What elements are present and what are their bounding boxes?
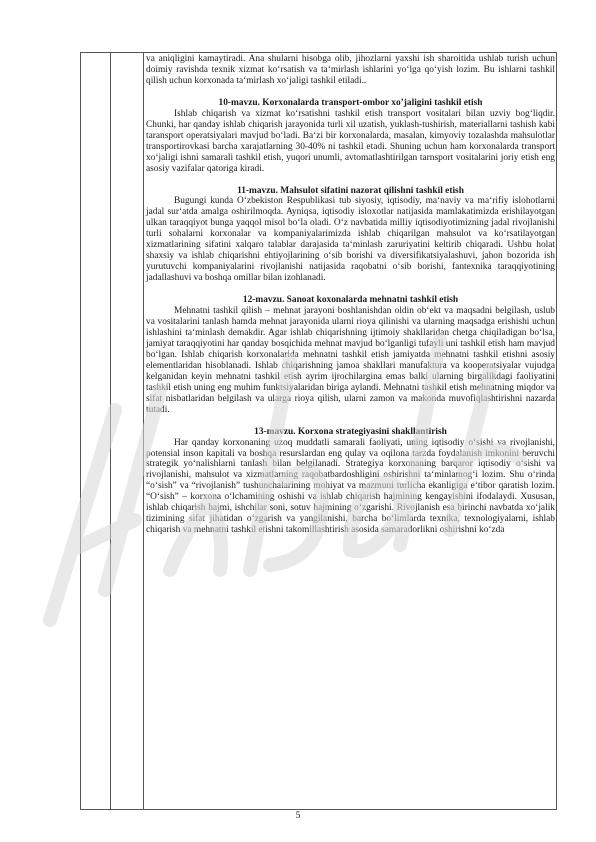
table-content-cell	[146, 54, 555, 536]
section-heading-11: 11-mavzu. Mahsulot sifatini nazorat qilishni tashkil etish	[237, 185, 464, 196]
intro-paragraph: va aniqligini kamaytiradi. Ana shularni hisobga olib, jihozlarni yaxshi ish sharoitida ushlab turish uchun doimiy ravishda texnik xizmat ko‘rsatish va ta‘mirlash ishlarini yo‘lga qo‘yish lozim. Bu ishlarni tashkil qilish uchun korxonada ta‘mirlash xo‘jaligi tashkil etiladi..	[146, 54, 555, 86]
table-column-number	[81, 53, 111, 809]
section-heading-10: 10-mavzu. Korxonalarda transport-ombor xo’jaligini tashkil etish	[218, 97, 483, 108]
page-number: 5	[295, 811, 301, 821]
section-heading-12: 12-mavzu. Sanoat koxonalarda mehnatni tashkil etish	[242, 295, 459, 306]
section-body-11: Bugungi kunda O‘zbekiston Respublikasi tub siyosiy, iqtisodiy, ma‘naviy va ma‘rifiy islohotlarni jadal sur‘atda amalga oshirilmoqda. Ayniqsa, iqtisodiy isloxotlar natijasida mamlakatimizda erishilayotgan ulkan taraqqiyot bunga yaqqol misol bo‘la oladi. O‘z navbatida milliy iqtisodiyotimizning jadal rivojlanishi turli sohalarni korxonalar va kompaniyalarimizda ishlab chiqarilgan mahsulot va ko‘rsatilayotgan xizmatlarining sifatini xalqaro talablar darajasida ta‘minlash zaruriyatini keltirib chiqaradi. Ushbu holat shaxsiy va ishlab chiqarishni ehtiyojlarining o‘sib borishi va diversifikatsiyalashuvi, jahon bozorida ish yurutuvchi kompaniyalarini rivojlanishi natijasida raqobatni o‘sib borishi, fantexnika taraqqiyotining jadallashuvi va boshqa omillar bilan izohlanadi.	[146, 196, 555, 284]
document-table	[80, 52, 557, 810]
section-heading-13: 13-mavzu. Korxona strategiyasini shakllantirish	[254, 426, 447, 437]
section-body-13: Har qanday korxonaning uzoq muddatli samarali faoliyati, uning iqtisodiy o‘sishi va rivojlanishi, potensial inson kapitali va boshqa resurslardan eng qulay va oqilona tarzda foydalanish imkonini beruvchi strategik yo‘nalishlarni tanlash bilan belgilanadi. Strategiya korxonaning barqaror iqtisodiy o‘sishi va rivojlanishi, mahsulot va xizmatlarning raqobatbardoshligini oshirishni ta‘minlamog‘i lozim. Shu o‘rinda “o‘sish” va “rivojlanish” tushunchalarining mohiyat va mazmuni turlicha ekanligiga e‘tibor qaratish lozim. “O‘sish” – korxona o‘lchamining oshishi va ishlab chiqarish hajmining kengayishini ifodalaydi. Xususan, ishlab chiqarish hajmi, ishchilar soni, sotuv hajmining o‘zgarishi. Rivojlanish esa birinchi navbatda xo‘jalik tizimining sifat jihatidan o‘zgarish va yangilanishi, barcha bo‘limlarda texnika, texnologiyalarni, ishlab chiqarish va mehnatni tashkil etishni takomillashtirish asosida samaradorlikni oshirishni ko‘zda	[146, 437, 555, 536]
section-body-12: Mehnatni tashkil qilish – mehnat jarayoni boshlanishdan oldin ob‘ekt va maqsadni belgilash, uslub va vositalarini tanlash hamda mehnat jarayonida ularni rioya qilinishi va ularning maqsadga erishishi uchun ishlashini ta‘minlash demakdir. Agar ishlab chiqarishning ijtimoiy shakllaridan chetga chiqiladigan bo‘lsa, jamiyat taraqqiyotini har qanday bosqichida mehnat mavjud bo‘lganligi tufayli uni tashkil etish ham mavjud bo‘lgan. Ishlab chiqarish korxonalarida mehnatni tashkil etish jamiyatda mehnatni tashkil etishni asosiy elementlaridan hisoblanadi. Ishlab chiqarishning jamoa shakllari manufaktura va kooperatsiyalar vujudga kelganidan keyin mehnatni tashkil etish ayrim ijrochilargina emas balki ularning birgalikdagi faoliyatini tashkil etish uning eng muhim funktsiyalaridan biriga aylandi. Mehnatni tashkil etish mehnatning miqdor va sifat nisbatlaridan belgilash va ularga rioya qilish, ularni zamon va makonda muvofiqlashtirishni nazarda tutadi.	[146, 306, 555, 415]
table-column-hours	[111, 53, 144, 809]
section-body-10: Ishlab chiqarish va xizmat ko‘rsatishni tashkil etish transport vositalari bilan uzviy bog‘liqdir. Chunki, har qanday ishlab chiqarish jarayonida turli xil uzatish, yuklash-tushirish, materiallarni tashish kabi taransport operatsiyalari mavjud bo‘ladi. Ba‘zi bir korxonalarda, masalan, kimyoviy tozalashda mahsulotlar transportirovkasi barcha xarajatlarning 30-40% ni tashkil etadi. Shuning uchun ham korxonalarda transport xo‘jaligi ishni samarali tashkil etish, yuqori unumli, avtomatlashtirilgan tarnsport vositalarini joriy etish eng asosiy vazifalar qatoriga kiradi.	[146, 108, 555, 174]
